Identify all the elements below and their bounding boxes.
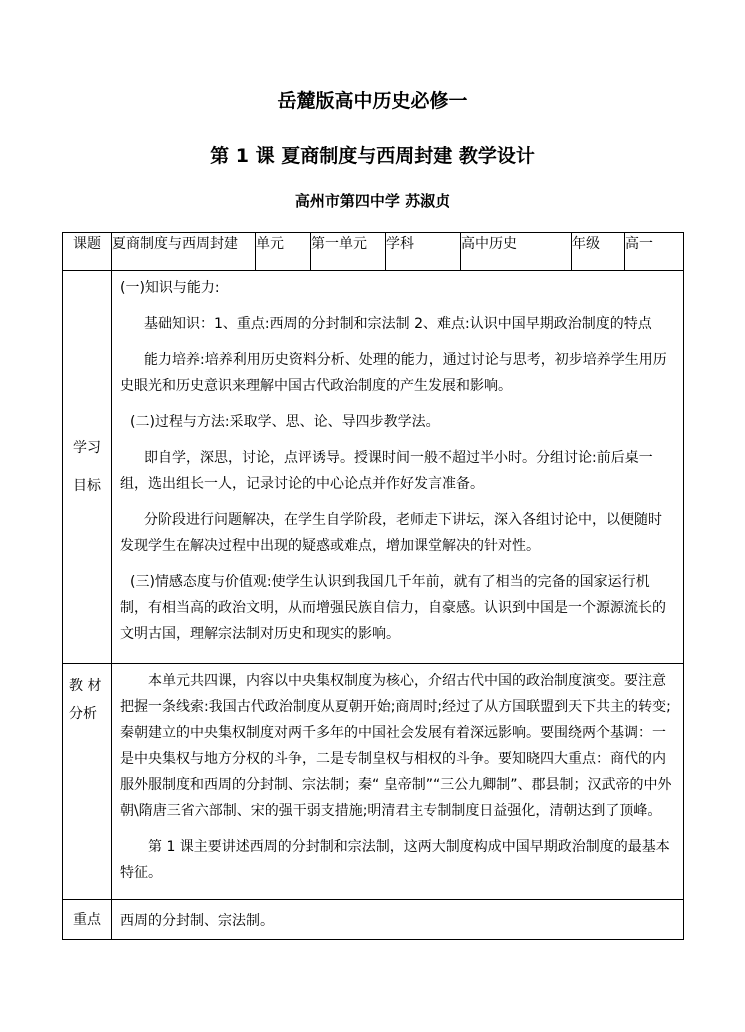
analysis-label-line1: 教 材	[69, 678, 102, 694]
objectives-label-line2: 目标	[73, 478, 101, 494]
objectives-process-stages: 分阶段进行问题解决，在学生自学阶段，老师走下讲坛，深入各组讨论中，以便随时发现学生在解决过程中出现的疑惑或难点，增加课堂解决的针对性。	[120, 512, 662, 554]
analysis-label-line2: 分析	[69, 706, 97, 722]
objectives-process-detail: 即自学，深思，讨论，点评诱导。授课时间一般不超过半小时。分组讨论:前后桌一组，选出组长一人，记录讨论的中心论点并作好发言准备。	[120, 450, 653, 492]
objectives-content	[112, 271, 684, 664]
analysis-paragraph-2: 第 1 课主要讲述西周的分封制和宗法制，这两大制度构成中国早期政治制度的最基本特征。	[120, 839, 670, 881]
lesson-plan-table	[62, 232, 684, 940]
objectives-values: (三)情感态度与价值观:使学生认识到我国几千年前，就有了相当的完备的国家运行机制，有相当高的政治文明，从而增强民族自信力，自豪感。认识到中国是一个源源流长的文明古国，理解宗法制对历史和现实的影响。	[120, 574, 666, 642]
unit-value: 第一单元	[311, 233, 386, 271]
grade-value: 高一	[625, 233, 684, 271]
objectives-basic-knowledge: 基础知识：1、重点:西周的分封制和宗法制 2、难点:认识中国早期政治制度的特点	[144, 316, 652, 332]
key-points-row	[63, 900, 684, 940]
analysis-paragraph-1: 本单元共四课，内容以中央集权制度为核心，介绍古代中国的政治制度演变。要注意把握一条线索:我国古代政治制度从夏朝开始;商周时;经过了从方国联盟到天下共主的转变;秦朝建立的中央集权制度对两千多年的中国社会发展有着深远影响。要围绕两个基调：一是中央集权与地方分权的斗争，二是专制皇权与相权的斗争。要知晓四大重点：商代的内服外服制度和西周的分封制、宗法制；秦“ 皇帝制”“三公九卿制”、郡县制；汉武帝的中外朝\隋唐三省六部制、宋的强干弱支措施;明清君主专制制度日益强化，清朝达到了顶峰。	[120, 673, 672, 819]
key-points-label: 重点	[63, 900, 112, 940]
analysis-label	[63, 664, 112, 900]
subject-value: 高中历史	[461, 233, 572, 271]
objectives-knowledge-heading: (一)知识与能力:	[120, 280, 220, 296]
objectives-ability: 能力培养:培养利用历史资料分析、处理的能力，通过讨论与思考，初步培养学生用历史眼光和历史意识来理解中国古代政治制度的产生发展和影响。	[120, 352, 667, 394]
topic-label: 课题	[63, 233, 112, 271]
author-line: 高州市第四中学 苏淑贞	[294, 192, 451, 210]
analysis-row	[63, 664, 684, 900]
lesson-title: 第 1 课 夏商制度与西周封建 教学设计	[210, 145, 535, 167]
unit-label: 单元	[256, 233, 311, 271]
subject-label: 学科	[386, 233, 461, 271]
objectives-label	[63, 271, 112, 664]
objectives-process-heading: (二)过程与方法:采取学、思、论、导四步教学法。	[130, 414, 440, 430]
objectives-label-line1: 学习	[73, 440, 101, 456]
objectives-row	[63, 271, 684, 664]
topic-value: 夏商制度与西周封建	[112, 233, 256, 271]
grade-label: 年级	[572, 233, 625, 271]
key-points-content: 西周的分封制、宗法制。	[112, 900, 684, 940]
document-title: 岳麓版高中历史必修一	[277, 90, 468, 112]
analysis-content	[112, 664, 684, 900]
header-row	[63, 233, 684, 271]
